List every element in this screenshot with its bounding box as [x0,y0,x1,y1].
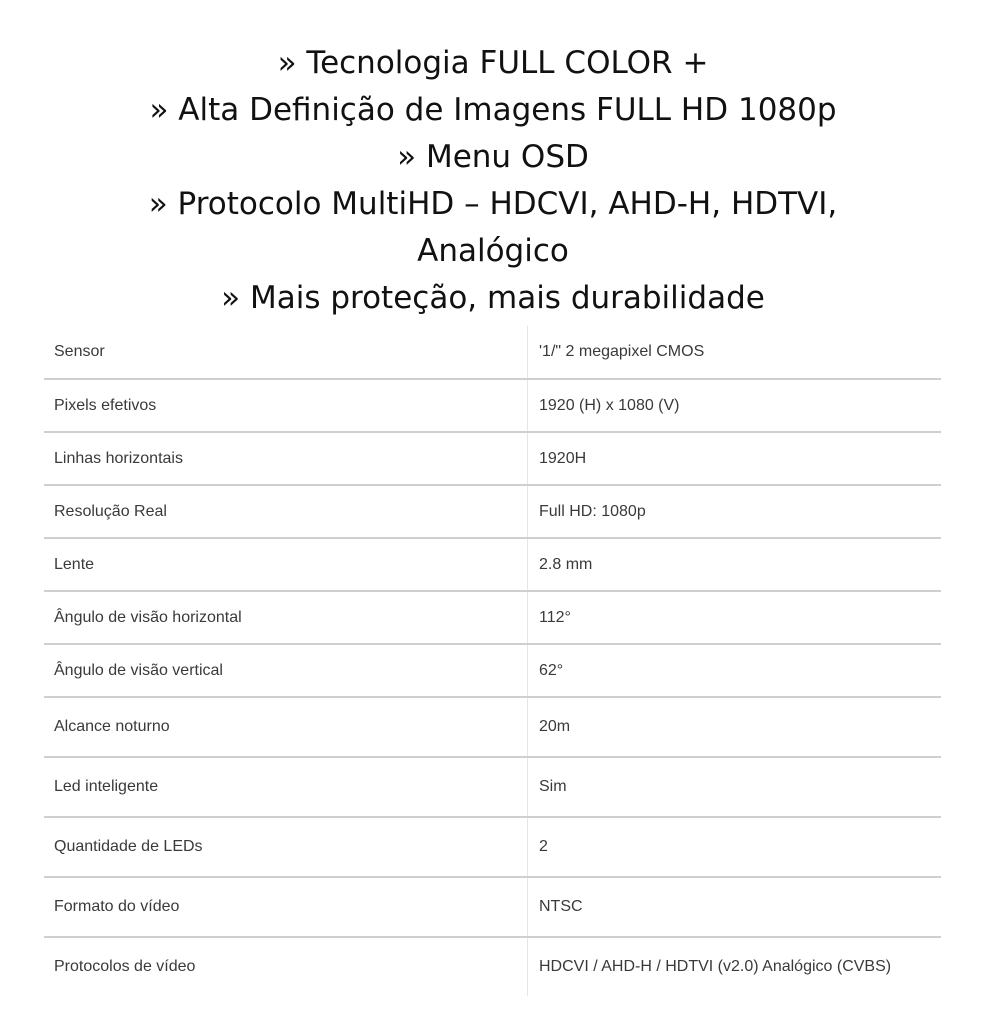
feature-line-menu-osd: » Menu OSD [397,139,589,175]
spec-value: 112° [528,591,942,644]
spec-label: Linhas horizontais [44,432,528,485]
spec-value: 1920 (H) x 1080 (V) [528,379,942,432]
table-row [44,538,941,591]
feature-line-full-hd: » Alta Definição de Imagens FULL HD 1080p [149,92,837,128]
spec-label: Lente [44,538,528,591]
spec-value: '1/" 2 megapixel CMOS [528,326,942,379]
feature-headline [0,40,986,322]
spec-value: HDCVI / AHD-H / HDTVI (v2.0) Analógico (CVBS) [539,958,892,975]
spec-value: 62° [528,644,942,697]
spec-label: Alcance noturno [44,697,528,757]
spec-label: Protocolos de vídeo [44,937,528,996]
spec-value: 2 [528,817,942,877]
table-row [44,644,941,697]
table-row [44,379,941,432]
table-row [44,326,941,379]
table-row [44,877,941,937]
table-row [44,937,941,996]
spec-label: Resolução Real [44,485,528,538]
table-row [44,697,941,757]
spec-value: Sim [528,757,942,817]
spec-label: Ângulo de visão horizontal [44,591,528,644]
spec-label: Sensor [44,326,528,379]
spec-value: 1920H [528,432,942,485]
table-row [44,432,941,485]
table-row [44,757,941,817]
spec-label: Quantidade de LEDs [44,817,528,877]
spec-label: Led inteligente [44,757,528,817]
table-row [44,485,941,538]
spec-table [44,326,941,996]
table-row [44,817,941,877]
spec-value: 2.8 mm [528,538,942,591]
spec-value: 20m [528,697,942,757]
feature-line-protection: » Mais proteção, mais durabilidade [221,280,765,316]
spec-label: Formato do vídeo [44,877,528,937]
table-row [44,591,941,644]
feature-line-protocol: » Protocolo MultiHD – HDCVI, AHD-H, HDTVI, [148,186,838,222]
spec-label: Ângulo de visão vertical [44,644,528,697]
feature-line-protocol-cont: Analógico [417,233,569,269]
feature-line-full-color: » Tecnologia FULL COLOR + [277,45,709,81]
spec-value: Full HD: 1080p [528,485,942,538]
spec-label: Pixels efetivos [44,379,528,432]
spec-value: NTSC [528,877,942,937]
